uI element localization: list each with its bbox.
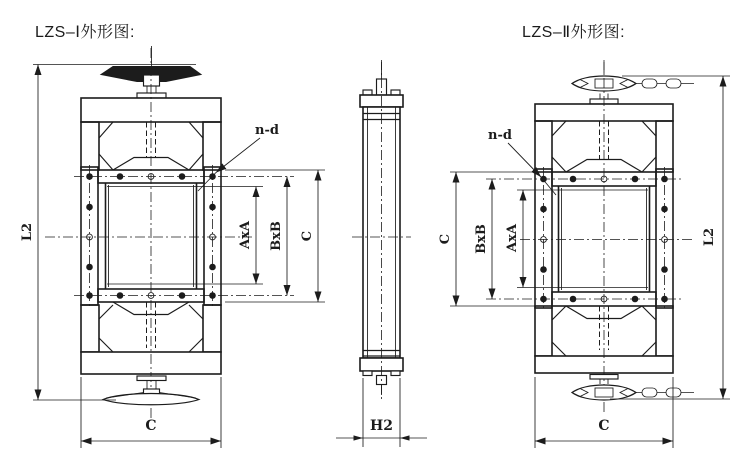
handwheel-icon	[103, 394, 199, 405]
lzs2-dim-l2: L2	[702, 227, 717, 247]
lzs2-nd-label: n-d	[488, 128, 512, 143]
lzs1-handwheel-bottom	[103, 376, 199, 405]
lzs2-dim-c-bottom: C	[598, 418, 610, 434]
chain-link-icon	[642, 79, 657, 88]
lzs2-view	[438, 23, 730, 448]
lzs2-dim-bxb: BxB	[474, 224, 489, 254]
chain-link-icon	[666, 388, 681, 397]
lzs1-dim-l2: L2	[20, 222, 35, 242]
lzs2-chainwheel-top	[572, 62, 694, 104]
lzs1-flange	[81, 167, 263, 305]
side-dim-h2: H2	[370, 418, 393, 434]
lzs1-view	[20, 23, 325, 448]
chain-link-icon	[642, 388, 657, 397]
lzs2-title: LZS–Ⅱ外形图:	[522, 24, 626, 41]
lzs1-nd-label: n-d	[255, 123, 279, 138]
lzs1-dim-bxb: BxB	[269, 221, 284, 251]
lzs1-dim-c-bottom: C	[145, 418, 157, 434]
lzs1-title: LZS–Ⅰ外形图:	[35, 24, 135, 41]
lzs2-chainwheel-bottom	[572, 375, 694, 401]
lzs1-dim-c-vertical: C	[300, 230, 315, 242]
chain-link-icon	[666, 79, 681, 88]
lzs2-dim-axa: AxA	[505, 224, 520, 252]
side-view	[336, 60, 427, 447]
lzs2-dim-c-vertical: C	[438, 233, 453, 245]
lzs1-dim-axa: AxA	[238, 221, 253, 249]
lzs1-nd-leader	[216, 138, 260, 173]
